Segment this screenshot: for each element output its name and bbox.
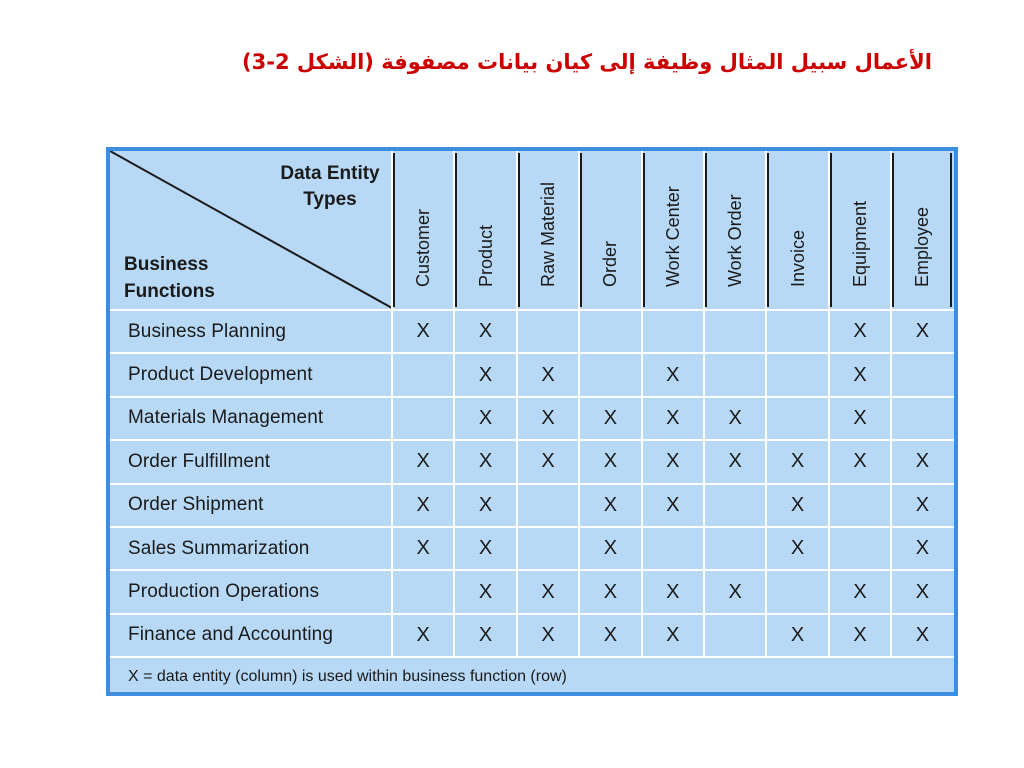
entity-function-matrix [106, 147, 958, 696]
slide-title-text: الأعمال سبيل المثال وظيفة إلى كيان بيانات مصفوفة (الشكل 2-3) [242, 50, 932, 74]
matrix-cell [766, 354, 828, 395]
column-header-label: Work Center [662, 186, 683, 287]
matrix-cell [392, 571, 454, 612]
column-header-label: Customer [413, 208, 434, 287]
legend-row [110, 658, 954, 695]
header-column-separator [767, 153, 769, 307]
column-header-label: Raw Material [537, 181, 558, 287]
matrix-cell [704, 528, 766, 569]
matrix-cell: X [603, 450, 618, 473]
matrix-cell: X [790, 493, 805, 516]
matrix-cell: X [915, 623, 930, 646]
row-label: Sales Summarization [128, 537, 310, 559]
column-header-work-order [704, 151, 766, 311]
matrix-cell: X [541, 623, 555, 646]
matrix-cell [392, 354, 454, 395]
matrix-cell: X [728, 406, 742, 429]
matrix-cell: X [416, 537, 430, 560]
matrix-cell: X [478, 320, 493, 343]
matrix-cell: X [603, 537, 618, 560]
matrix-cell [579, 354, 641, 395]
matrix-cell: X [541, 363, 555, 386]
header-data-entity-types [268, 161, 392, 213]
matrix-cell [829, 485, 891, 526]
column-header-product [454, 151, 516, 311]
matrix-cell [392, 398, 454, 439]
matrix-cell: X [478, 363, 493, 386]
matrix-cell [642, 528, 704, 569]
column-header-customer [392, 151, 454, 311]
matrix-cell: X [478, 580, 493, 603]
column-header-invoice [766, 151, 828, 311]
matrix-cell: X [478, 493, 493, 516]
matrix-cell: X [728, 450, 742, 473]
header-business-functions [124, 251, 215, 305]
matrix-cell: X [915, 450, 930, 473]
matrix-cell: X [853, 580, 867, 603]
matrix-cell [704, 354, 766, 395]
matrix-cell: X [728, 580, 742, 603]
matrix-cell: X [478, 537, 493, 560]
matrix-cell: X [478, 623, 493, 646]
matrix-cell: X [790, 537, 805, 560]
matrix-cell: X [416, 320, 430, 343]
matrix-cell: X [790, 623, 805, 646]
header-entity-line-1: Data Entity [280, 163, 380, 184]
matrix-cell: X [541, 450, 555, 473]
matrix-cell: X [853, 363, 867, 386]
matrix-cell: X [666, 493, 680, 516]
matrix-cell [829, 528, 891, 569]
header-column-separator [705, 153, 707, 307]
matrix-cell: X [603, 406, 618, 429]
matrix-cell: X [915, 580, 930, 603]
header-column-separator [892, 153, 894, 307]
matrix-cell: X [853, 406, 867, 429]
matrix-cell: X [416, 450, 430, 473]
matrix-cell [766, 571, 828, 612]
matrix-cell [517, 485, 579, 526]
matrix-cell [766, 311, 828, 352]
column-header-work-center [642, 151, 704, 311]
header-column-separator [580, 153, 582, 307]
header-functions-line-2: Functions [124, 281, 215, 302]
header-entity-line-2: Types [303, 189, 357, 210]
matrix-cell [642, 311, 704, 352]
matrix-cell: X [853, 450, 867, 473]
header-column-separator [393, 153, 395, 307]
matrix-cell: X [541, 580, 555, 603]
column-header-label: Invoice [787, 229, 808, 287]
matrix-cell [766, 398, 828, 439]
matrix-cell [891, 398, 953, 439]
slide-title [0, 50, 1024, 74]
matrix-cell [579, 311, 641, 352]
matrix-cell: X [478, 406, 493, 429]
row-label: Materials Management [128, 407, 324, 429]
matrix-cell [704, 485, 766, 526]
row-label: Production Operations [128, 581, 320, 603]
header-column-separator [950, 153, 952, 307]
matrix-cell [517, 311, 579, 352]
row-label: Product Development [128, 364, 313, 386]
matrix-cell: X [416, 623, 430, 646]
column-header-label: Product [475, 224, 496, 287]
column-header-label: Work Order [725, 194, 746, 287]
matrix-cell: X [666, 623, 680, 646]
matrix-cell: X [915, 537, 930, 560]
column-header-label: Employee [912, 206, 933, 287]
column-header-equipment [829, 151, 891, 311]
matrix-cell: X [666, 450, 680, 473]
column-header-employee [891, 151, 953, 311]
header-column-separator [518, 153, 520, 307]
matrix-cell: X [603, 580, 618, 603]
matrix-cell [704, 615, 766, 656]
header-column-separator [643, 153, 645, 307]
matrix-cell: X [478, 450, 493, 473]
row-label: Finance and Accounting [128, 624, 334, 646]
header-column-separator [830, 153, 832, 307]
matrix-cell: X [603, 493, 618, 516]
matrix-cell [704, 311, 766, 352]
matrix-cell: X [666, 580, 680, 603]
matrix-cell [517, 528, 579, 569]
matrix-cell: X [666, 406, 680, 429]
column-header-raw-material [517, 151, 579, 311]
column-header-order [579, 151, 641, 311]
matrix-cell: X [541, 406, 555, 429]
row-label: Business Planning [128, 320, 287, 342]
column-header-label: Equipment [849, 200, 870, 287]
column-header-label: Order [600, 240, 621, 287]
matrix-cell: X [416, 493, 430, 516]
matrix-cell: X [915, 493, 930, 516]
matrix-cell: X [603, 623, 618, 646]
matrix-cell: X [666, 363, 680, 386]
legend-text: X = data entity (column) is used within business function (row) [128, 667, 567, 685]
matrix-cell: X [853, 320, 867, 343]
matrix-cell: X [790, 450, 805, 473]
matrix-cell: X [915, 320, 930, 343]
header-functions-line-1: Business [124, 254, 209, 275]
row-label: Order Shipment [128, 494, 264, 516]
header-column-separator [455, 153, 457, 307]
row-label: Order Fulfillment [128, 450, 271, 472]
matrix-cell [891, 354, 953, 395]
matrix-cell: X [853, 623, 867, 646]
